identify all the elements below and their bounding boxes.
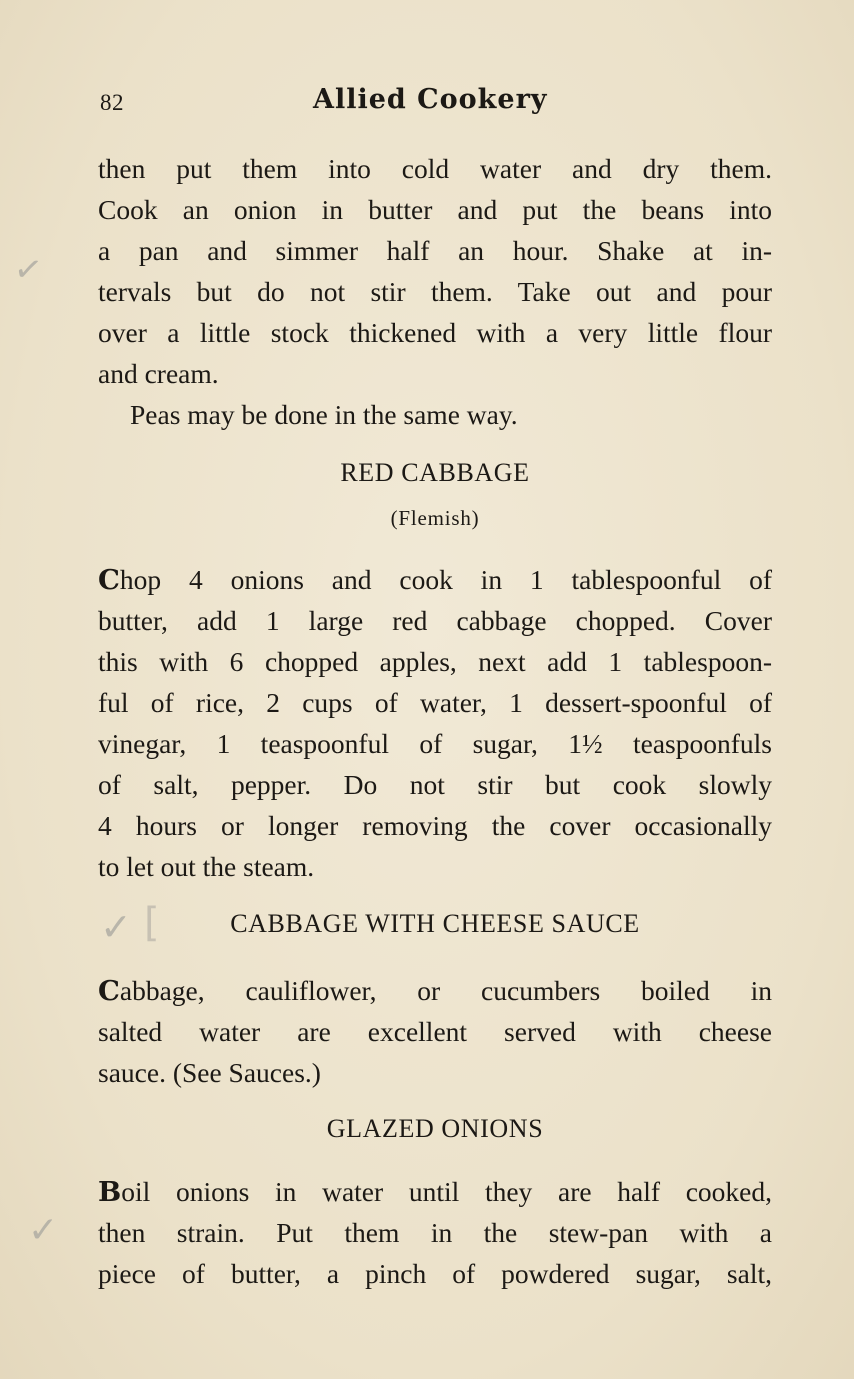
text-line: and cream. xyxy=(98,358,219,389)
text-line: to let out the steam. xyxy=(98,851,315,882)
recipe-heading-red-cabbage: RED CABBAGE xyxy=(340,458,530,487)
pencil-check-mark-icon: ✓ xyxy=(100,905,132,949)
text-line: then put them into cold water and dry them. xyxy=(98,153,772,184)
text-line: salted water are excellent served with cheese xyxy=(98,1016,772,1047)
recipe-heading-glazed-onions: GLAZED ONIONS xyxy=(326,1114,544,1143)
recipe-subheading-flemish: (Flemish) xyxy=(390,506,480,530)
first-line-text: abbage, cauliflower, or cucumbers boiled in xyxy=(119,975,772,1006)
recipe-heading-cabbage-cheese-sauce: CABBAGE WITH CHEESE SAUCE xyxy=(230,909,640,938)
text-line: sauce. (See Sauces.) xyxy=(98,1057,321,1088)
text-line: butter, add 1 large red cabbage chopped. Cover xyxy=(98,605,772,636)
glazed-onions-paragraph xyxy=(98,1171,772,1294)
text-line: Cook an onion in butter and put the beans into xyxy=(98,194,772,225)
text-line xyxy=(98,970,772,1011)
peas-note: Peas may be done in the same way. xyxy=(130,399,518,430)
text-line xyxy=(98,559,772,600)
text-line: piece of butter, a pinch of powdered sugar, salt, xyxy=(98,1258,772,1289)
text-line: 4 hours or longer removing the cover occasionally xyxy=(98,810,772,841)
text-line: ful of rice, 2 cups of water, 1 dessert-spoonful of xyxy=(98,687,772,718)
pencil-check-mark-icon: ✓ xyxy=(28,1210,59,1251)
text-line: tervals but do not stir them. Take out and pour xyxy=(98,276,772,307)
text-line: vinegar, 1 teaspoonful of sugar, 1½ teaspoonfuls xyxy=(98,728,772,759)
page-number: 82 xyxy=(100,90,124,115)
first-line-text: hop 4 onions and cook in 1 tablespoonful of xyxy=(119,564,772,595)
drop-cap: C xyxy=(98,564,120,596)
page-header xyxy=(98,84,770,124)
text-line: then strain. Put them in the stew-pan with a xyxy=(98,1217,772,1248)
red-cabbage-paragraph xyxy=(98,559,772,887)
text-line xyxy=(98,1171,772,1212)
intro-paragraph xyxy=(98,148,772,435)
text-line: over a little stock thickened with a very little flour xyxy=(98,317,772,348)
text-line: this with 6 chopped apples, next add 1 tablespoon- xyxy=(98,646,772,677)
drop-cap: B xyxy=(98,1176,122,1208)
text-line: a pan and simmer half an hour. Shake at in- xyxy=(98,235,772,266)
drop-cap: C xyxy=(98,975,120,1007)
first-line-text: oil onions in water until they are half cooked, xyxy=(121,1176,772,1207)
text-line: of salt, pepper. Do not stir but cook slowly xyxy=(98,769,772,800)
cabbage-cheese-paragraph xyxy=(98,970,772,1093)
pencil-check-mark-icon: ✓ xyxy=(11,248,46,292)
running-title: Allied Cookery xyxy=(313,84,548,115)
pencil-bracket-mark: [ xyxy=(144,900,160,946)
